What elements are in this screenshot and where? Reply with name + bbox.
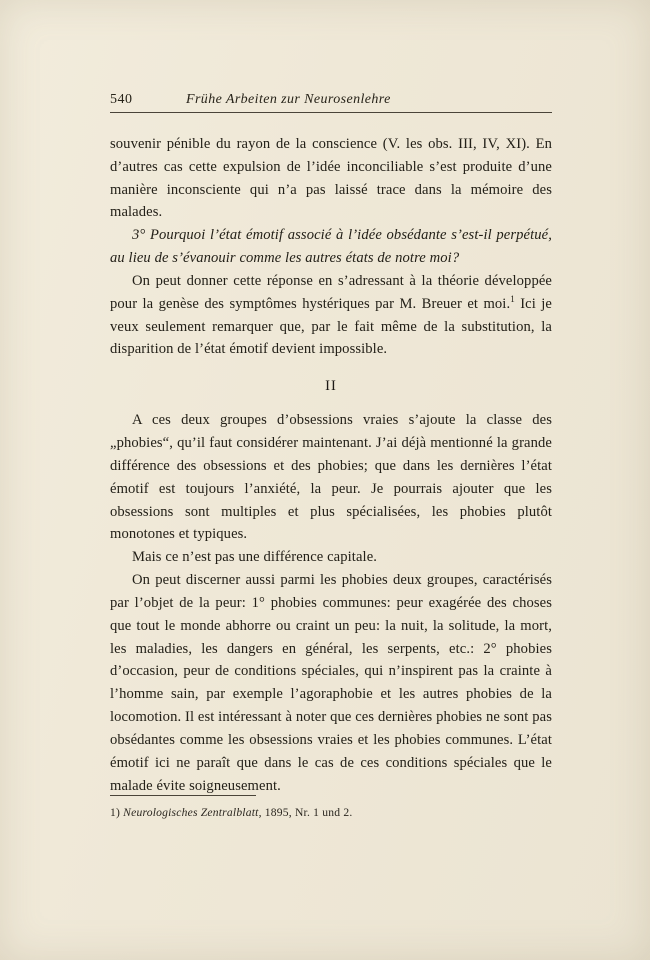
paragraph-5: Mais ce n’est pas une différence capitale. [132,549,378,566]
paragraph-1: souvenir pénible du rayon de la conscience (V. les obs. III, IV, XI). En d’autres cas cette expulsion de l’idée inconciliable s’est produite d’une manière inconsciente qui n’a pas laissé trace dans la mémoire des malades. [110,136,552,221]
page-number: 540 [110,92,133,107]
footnote-marker-inline: 1 [510,293,515,304]
footnote-marker: 1) [110,806,121,819]
footnote-separator-rule [110,795,256,796]
section-number: II [325,378,337,395]
paragraph-2-italic-question: 3° Pourquoi l’état émotif associé à l’idée obsédante s’est-il perpétué, au lieu de s’évanouir comme les autres états de notre moi? [110,227,552,267]
paragraph-3-text-a: On peut donner cette réponse en s’adressant à la théorie développée pour la genèse des symptômes hystériques par M. Breuer et moi. [110,272,552,312]
paragraph-4: A ces deux groupes d’obsessions vraies s’ajoute la classe des „phobies“, qu’il faut considérer maintenant. J’ai déjà mentionné la grande différence des obsessions et des phobies; que dans les dernières l’état émotif est toujours l’anxiété, la peur. Je pourrais ajouter que les obsessions sont multiples et plus spécialisées, les phobies plutôt monotones et typiques. [110,412,552,543]
paragraph-3 [110,270,552,361]
running-head: Frühe Arbeiten zur Neurosenlehre [186,92,391,107]
page-text-block [110,92,552,797]
footnote-1 [110,805,552,821]
footnote-area [110,795,552,821]
footnote-rest: 1895, Nr. 1 und 2. [261,806,353,819]
paragraph-6: On peut discerner aussi parmi les phobies deux groupes, caractérisés par l’objet de la peur: 1° phobies communes: peur exagérée des choses que tout le monde abhorre ou craint un peu: la nuit, la solitude, la mort, les maladies, les dangers en général, les serpents, etc.: 2° phobies d’occasion, peur de conditions spéciales, qui n’inspirent pas la crainte à l’homme sain, par exemple l’agoraphobie et les autres phobies de la locomotion. Il est intéressant à noter que ces dernières phobies ne sont pas obsédantes comme les obsessions vraies et les phobies communes. L’état émotif ici ne paraît que dans le cas de ces conditions spéciales que le malade évite soigneusement. [110,572,552,794]
paragraph-3-text-b: Ici je veux seulement remarquer que, par le fait même de la substitution, la disparition de l’état émotif devient impossible. [110,295,552,358]
page-header [110,92,552,113]
footnote-journal-title: Neurologisches Zentralblatt, [123,806,262,819]
